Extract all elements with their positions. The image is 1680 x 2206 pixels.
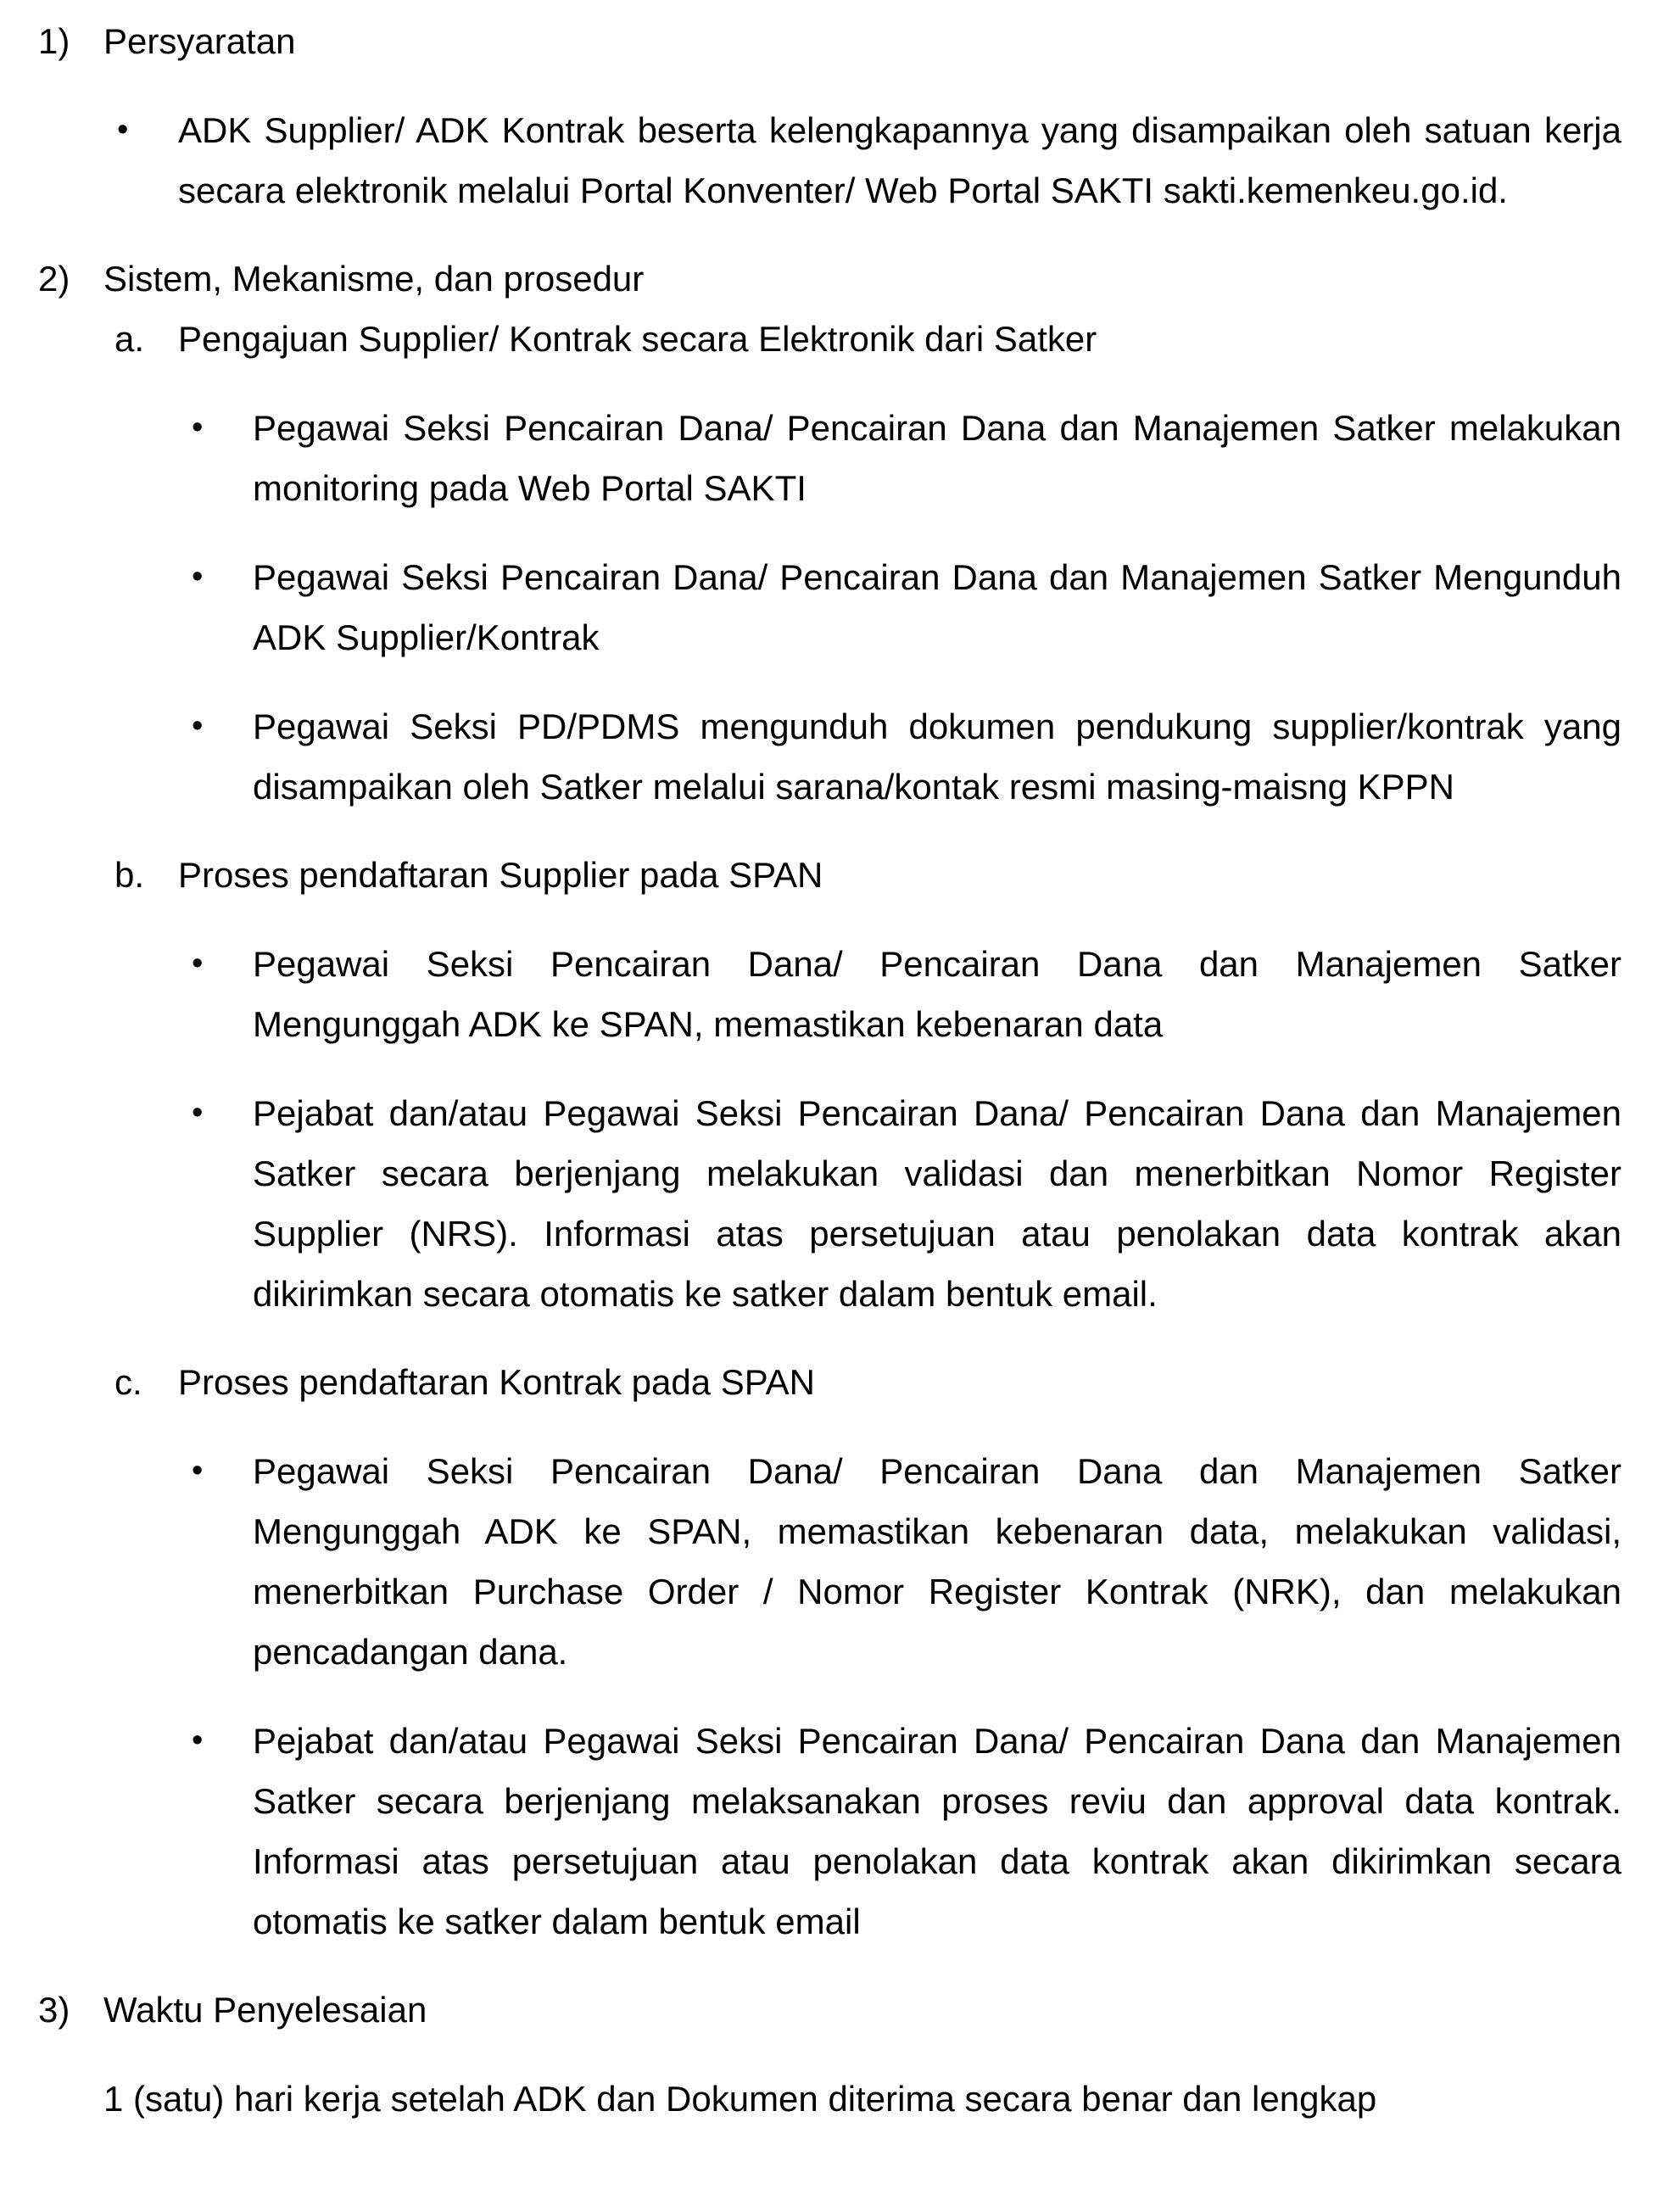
document xyxy=(0,11,1680,2129)
section-number: 3) xyxy=(38,1990,70,2030)
subsection-letter: b. xyxy=(114,855,145,895)
list-item xyxy=(0,934,1621,1054)
bullet-icon: • xyxy=(192,559,204,595)
spacer xyxy=(0,518,1369,547)
bullet-list-supplier xyxy=(0,934,1680,1324)
bullet-icon: • xyxy=(192,708,204,744)
subsection-heading-pengajuan xyxy=(0,309,1621,369)
bullet-icon: • xyxy=(192,1095,204,1131)
subsection-title: Proses pendaftaran Kontrak pada SPAN xyxy=(178,1362,816,1402)
subsection-title: Proses pendaftaran Supplier pada SPAN xyxy=(178,855,823,895)
completion-time-text: 1 (satu) hari kerja setelah ADK dan Dokumen diterima secara benar dan lengkap xyxy=(103,2079,1377,2119)
section-title: Sistem, Mekanisme, dan prosedur xyxy=(103,259,645,299)
subsection-letter: a. xyxy=(114,319,145,359)
bullet-list-persyaratan xyxy=(0,100,1680,221)
section-heading-waktu xyxy=(0,1980,1621,2040)
bullet-icon: • xyxy=(117,112,129,148)
section-number: 1) xyxy=(38,21,70,61)
subsection-title: Pengajuan Supplier/ Kontrak secara Elektronik dari Satker xyxy=(178,319,1097,359)
list-item xyxy=(0,1441,1621,1682)
list-item xyxy=(0,547,1621,667)
list-item-text: Pegawai Seksi Pencairan Dana/ Pencairan Dana dan Manajemen Satker Mengunggah ADK ke SPAN, memastikan kebenaran data xyxy=(253,944,1621,1044)
section-heading-sistem xyxy=(0,249,1621,309)
list-item xyxy=(0,100,1621,221)
subsection-heading-supplier xyxy=(0,845,1621,905)
list-item-text: Pegawai Seksi Pencairan Dana/ Pencairan Dana dan Manajemen Satker melakukan monitoring pada Web Portal SAKTI xyxy=(253,408,1621,508)
subsection-letter: c. xyxy=(114,1362,142,1402)
subsection-heading-kontrak xyxy=(0,1352,1621,1412)
list-item xyxy=(0,696,1621,817)
list-item xyxy=(0,398,1621,518)
list-item xyxy=(0,1711,1621,1952)
list-item-text: Pegawai Seksi Pencairan Dana/ Pencairan Dana dan Manajemen Satker Mengunggah ADK ke SPAN, memastikan kebenaran data, melakukan validasi, menerbitkan Purchase Order / Nomor Register Kontrak (NRK), dan melakukan pencadangan dana. xyxy=(253,1451,1621,1672)
spacer xyxy=(0,1682,1369,1711)
list-item-text: Pejabat dan/atau Pegawai Seksi Pencairan Dana/ Pencairan Dana dan Manajemen Satker secara berjenjang melaksanakan proses reviu dan approval data kontrak. Informasi atas persetujuan atau penolakan data kontrak akan dikirimkan secara otomatis ke satker dalam bentuk email xyxy=(253,1721,1621,1941)
section-number: 2) xyxy=(38,259,70,299)
bullet-list-kontrak xyxy=(0,1441,1680,1952)
bullet-icon: • xyxy=(192,410,204,445)
list-item-text: ADK Supplier/ ADK Kontrak beserta kelengkapannya yang disampaikan oleh satuan kerja secara elektronik melalui Portal Konventer/ Web Portal SAKTI sakti.kemenkeu.go.id. xyxy=(178,110,1621,210)
list-item-text: Pegawai Seksi Pencairan Dana/ Pencairan Dana dan Manajemen Satker Mengunduh ADK Supplier/Kontrak xyxy=(253,557,1621,657)
list-item xyxy=(0,1083,1621,1324)
list-item-text: Pejabat dan/atau Pegawai Seksi Pencairan Dana/ Pencairan Dana dan Manajemen Satker secara berjenjang melakukan validasi dan menerbitkan Nomor Register Supplier (NRS). Informasi atas persetujuan atau penolakan data kontrak akan dikirimkan secara otomatis ke satker dalam bentuk email. xyxy=(253,1093,1621,1314)
spacer xyxy=(0,667,1369,696)
spacer xyxy=(0,1054,1369,1083)
bullet-icon: • xyxy=(192,1723,204,1758)
bullet-list-pengajuan xyxy=(0,398,1680,817)
section-title: Persyaratan xyxy=(103,21,296,61)
section-heading-persyaratan xyxy=(0,11,1621,71)
section-title: Waktu Penyelesaian xyxy=(103,1990,427,2030)
bullet-icon: • xyxy=(192,946,204,981)
bullet-icon: • xyxy=(192,1453,204,1488)
list-item-text: Pegawai Seksi PD/PDMS mengunduh dokumen pendukung supplier/kontrak yang disampaikan oleh Satker melalui sarana/kontak resmi masing-maisng KPPN xyxy=(253,706,1621,807)
